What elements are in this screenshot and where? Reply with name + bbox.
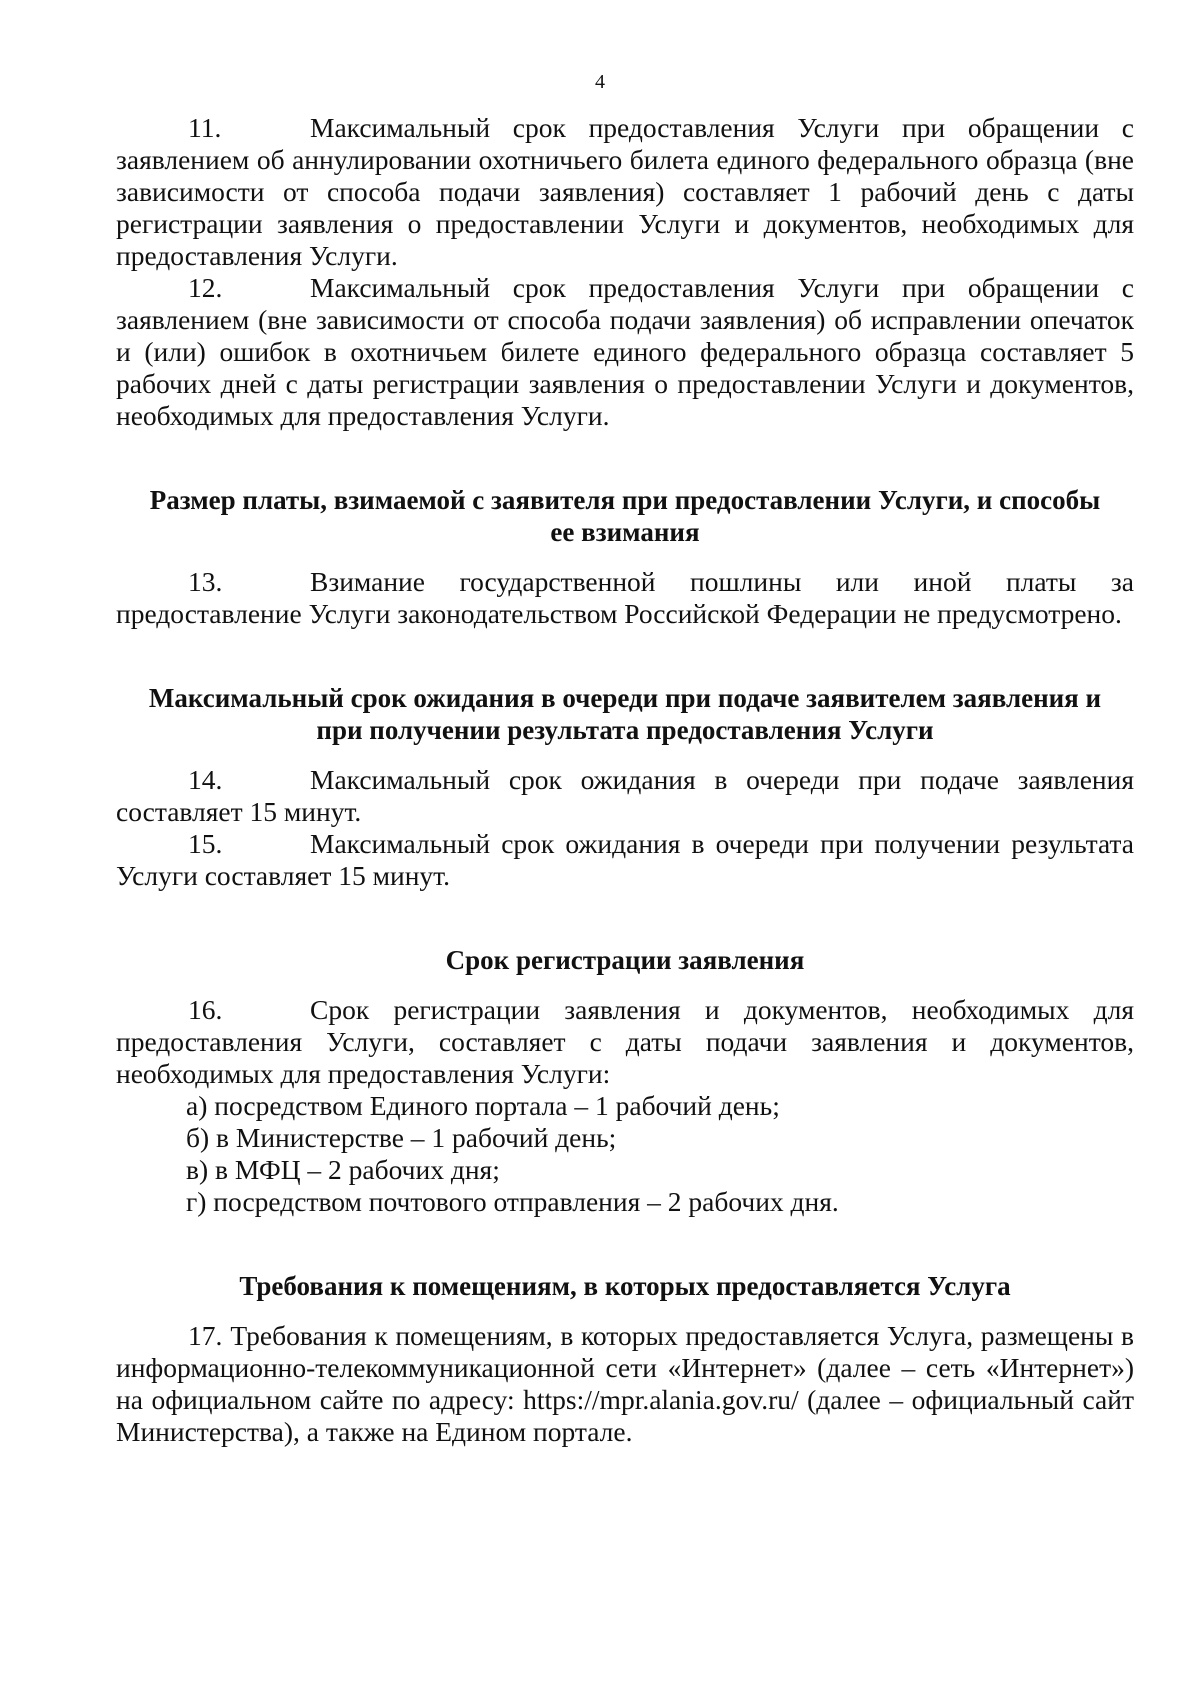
spacer xyxy=(116,630,1134,682)
spacer xyxy=(116,892,1134,944)
paragraph-text: Максимальный срок предоставления Услуги при обращении с заявлением об аннулировании охотничьего билета единого федерального образца (вне зависимости от способа подачи заявления) составляет 1 рабочий день с даты регистрации заявления о предоставлении Услуги и документов, необходимых для предоставления Услуги. xyxy=(116,112,1134,271)
paragraph-number: 13. xyxy=(188,566,223,597)
paragraph-text: Максимальный срок ожидания в очереди при подаче заявления составляет 15 минут. xyxy=(116,764,1134,827)
paragraph-number: 17. xyxy=(188,1320,223,1351)
heading-line: при получении результата предоставления Услуги xyxy=(316,715,934,745)
paragraph-number: 16. xyxy=(188,994,223,1025)
spacer xyxy=(116,432,1134,484)
paragraph-12 xyxy=(116,272,1134,432)
document-body xyxy=(116,112,1134,1448)
section-heading-registration: Срок регистрации заявления xyxy=(445,945,805,975)
paragraph-13 xyxy=(116,566,1134,630)
section-heading-fee xyxy=(116,484,1134,548)
list-item: г) посредством почтового отправления – 2 рабочих дня. xyxy=(186,1186,839,1217)
paragraph-15 xyxy=(116,828,1134,892)
heading-line: Размер платы, взимаемой с заявителя при предоставлении Услуги, и способы xyxy=(149,485,1101,515)
spacer xyxy=(116,1302,1134,1320)
paragraph-number: 12. xyxy=(188,272,223,303)
section-heading-queue xyxy=(116,682,1134,746)
list-item: б) в Министерстве – 1 рабочий день; xyxy=(186,1122,617,1153)
paragraph-number: 11. xyxy=(188,112,222,143)
page-number: 4 xyxy=(595,71,605,93)
paragraph-text: Максимальный срок предоставления Услуги при обращении с заявлением (вне зависимости от способа подачи заявления) об исправлении опечаток и (или) ошибок в охотничьем билете единого федерального образца составляет 5 рабочих дней с даты регистрации заявления о предоставлении Услуги и документов, необходимых для предоставления Услуги. xyxy=(116,272,1134,431)
paragraph-number: 15. xyxy=(188,828,223,859)
paragraph-text: Требования к помещениям, в которых предоставляется Услуга, размещены в информационно-телекоммуникационной сети «Интернет» (далее – сеть «Интернет») на официальном сайте по адресу: https://mpr.alania.gov.ru/ (далее – официальный сайт Министерства), а также на Едином портале. xyxy=(116,1320,1134,1447)
spacer xyxy=(116,746,1134,764)
paragraph-16 xyxy=(116,994,1134,1090)
list-item: а) посредством Единого портала – 1 рабочий день; xyxy=(186,1090,780,1121)
spacer xyxy=(116,976,1134,994)
list-item: в) в МФЦ – 2 рабочих дня; xyxy=(186,1154,500,1185)
paragraph-text: Взимание государственной пошлины или иной платы за предоставление Услуги законодательством Российской Федерации не предусмотрено. xyxy=(116,566,1134,629)
paragraph-text: Срок регистрации заявления и документов, необходимых для предоставления Услуги, составляет с даты подачи заявления и документов, необходимых для предоставления Услуги: xyxy=(116,994,1134,1089)
paragraph-11 xyxy=(116,112,1134,272)
heading-line: ее взимания xyxy=(550,517,700,547)
spacer xyxy=(116,1218,1134,1270)
paragraph-number: 14. xyxy=(188,764,223,795)
spacer xyxy=(116,548,1134,566)
section-heading-premises: Требования к помещениям, в которых предоставляется Услуга xyxy=(239,1271,1011,1301)
heading-line: Максимальный срок ожидания в очереди при подаче заявителем заявления и xyxy=(148,683,1102,713)
paragraph-text: Максимальный срок ожидания в очереди при получении результата Услуги составляет 15 минут. xyxy=(116,828,1134,891)
paragraph-14 xyxy=(116,764,1134,828)
paragraph-17 xyxy=(116,1320,1134,1448)
